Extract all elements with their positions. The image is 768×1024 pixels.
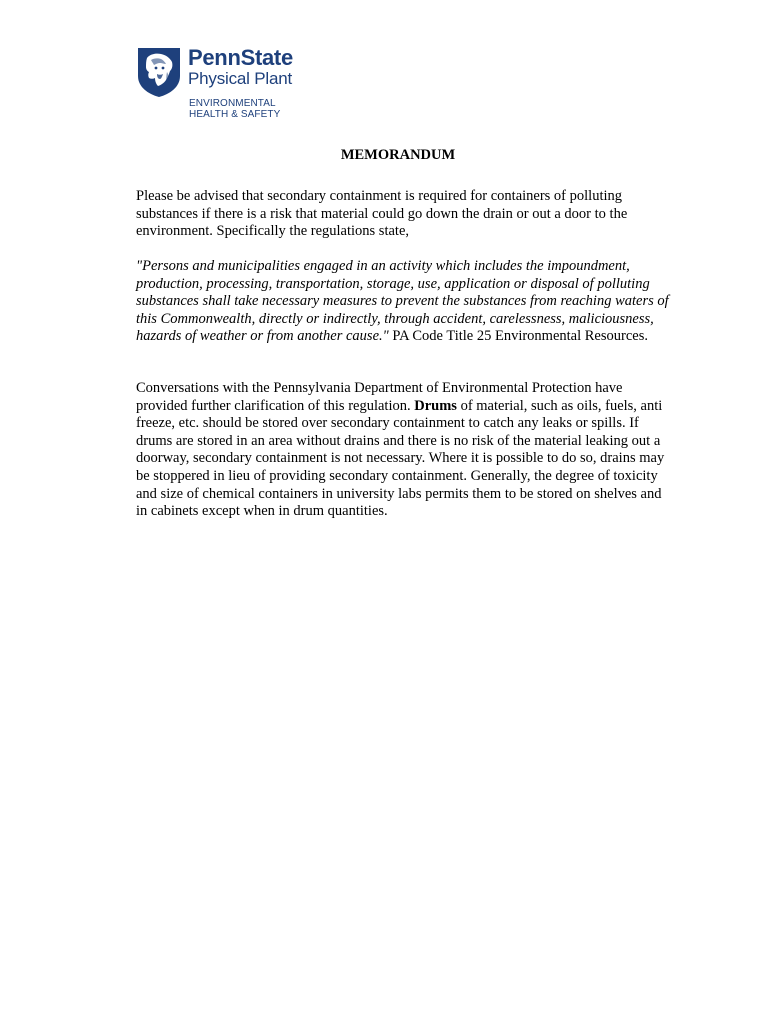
document-title: MEMORANDUM — [340, 147, 456, 163]
clarification-text-after: of material, such as oils, fuels, anti freeze, etc. should be stored over secondary containment to catch any leaks or spills. If drums are stored in an area without drains and there is no risk of the material leaking out a doorway, secondary containment is not necessary. Where it is possible to do so, drains may be stoppered in lieu of providing secondary containment. Generally, the degree of toxicity and size of chemical containers in university labs permits them to be stored on shelves and in cabinets except when in drum quantities. — [136, 397, 665, 520]
paragraph-clarification — [136, 380, 676, 521]
paragraph-intro: Please be advised that secondary containment is required for containers of polluting substances if there is a risk that material could go down the drain or out a door to the environment. Specifically the regulations state, — [136, 188, 628, 240]
paragraph-regulation-quote — [136, 258, 676, 346]
department-name-line1: ENVIRONMENTAL — [189, 98, 276, 109]
regulation-quote: "Persons and municipalities engaged in an activity which includes the impoundment, production, processing, transportation, storage, use, application or disposal of polluting substances shall take necessary measures to prevent the substances from reaching waters of this Commonwealth, directly or indirectly, through accident, carelessness, maliciousness, hazards of weather or from another cause." — [136, 258, 669, 345]
logo-wordmark-pennstate: PennState — [188, 45, 293, 70]
regulation-citation: PA Code Title 25 Environmental Resources. — [388, 328, 648, 345]
pennstate-physical-plant-logo — [136, 45, 306, 125]
nittany-lion-shield-icon — [136, 46, 182, 98]
clarification-text-before: Conversations with the Pennsylvania Department of Environmental Protection have provided further clarification of this regulation. — [136, 380, 623, 414]
drums-emphasis: Drums — [414, 397, 457, 414]
logo-wordmark-physical-plant: Physical Plant — [188, 69, 292, 88]
department-name-line2: HEALTH & SAFETY — [189, 109, 281, 120]
